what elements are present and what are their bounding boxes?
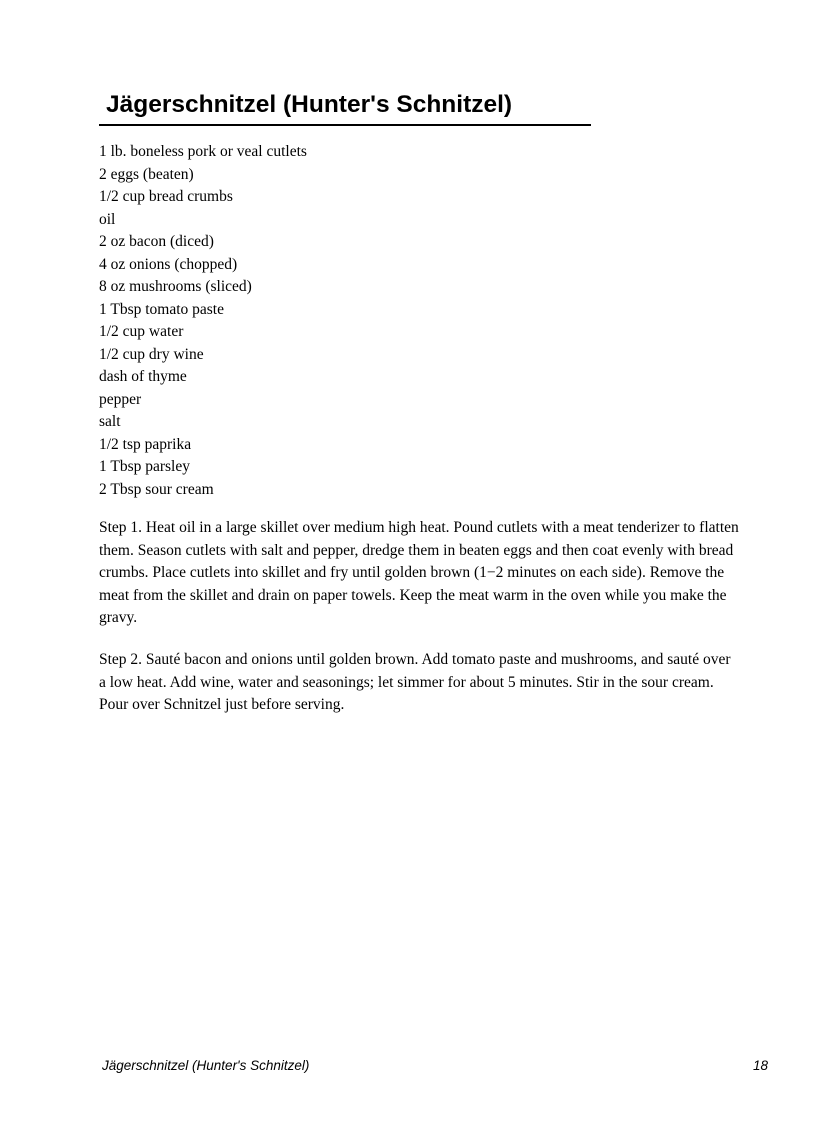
page-number: 18: [752, 1058, 768, 1073]
ingredient-item: 1/2 tsp paprika: [99, 435, 192, 453]
ingredient-item: 2 oz bacon (diced): [99, 233, 214, 250]
recipe-title: Jägerschnitzel (Hunter's Schnitzel): [106, 91, 513, 118]
ingredient-item: dash of thyme: [99, 368, 187, 385]
ingredient-list: [99, 141, 307, 501]
ingredient-item: 2 Tbsp sour cream: [99, 480, 214, 498]
ingredient-item: pepper: [99, 390, 142, 408]
footer-title: Jägerschnitzel (Hunter's Schnitzel): [102, 1058, 310, 1073]
ingredient-item: 1 Tbsp parsley: [99, 458, 190, 475]
ingredient-item: 1/2 cup water: [99, 323, 184, 340]
ingredient-item: 1/2 cup bread crumbs: [99, 188, 233, 205]
ingredient-item: 2 eggs (beaten): [99, 165, 194, 183]
ingredient-item: salt: [99, 413, 121, 430]
ingredient-item: 1 Tbsp tomato paste: [99, 300, 224, 318]
ingredient-item: 4 oz onions (chopped): [99, 255, 238, 273]
ingredient-item: 1 lb. boneless pork or veal cutlets: [99, 143, 307, 160]
step-2-paragraph: Step 2. Sauté bacon and onions until golden brown. Add tomato paste and mushrooms, and sauté over a low heat. Add wine, water and seasonings; let simmer for about 5 minutes. Stir in the sour cream. Pour over Schnitzel just before serving.: [99, 651, 731, 713]
ingredient-item: 1/2 cup dry wine: [99, 345, 204, 363]
step-1-paragraph: Step 1. Heat oil in a large skillet over medium high heat. Pound cutlets with a meat tenderizer to flatten them. Season cutlets with salt and pepper, dredge them in beaten eggs and then coat evenly with bread crumbs. Place cutlets into skillet and fry until golden brown (1−2 minutes on each side). Remove the meat from the skillet and drain on paper towels. Keep the meat warm in the oven while you make the gravy.: [99, 519, 739, 626]
title-underline: [99, 124, 591, 126]
ingredient-item: 8 oz mushrooms (sliced): [99, 278, 252, 295]
ingredient-item: oil: [99, 210, 116, 228]
